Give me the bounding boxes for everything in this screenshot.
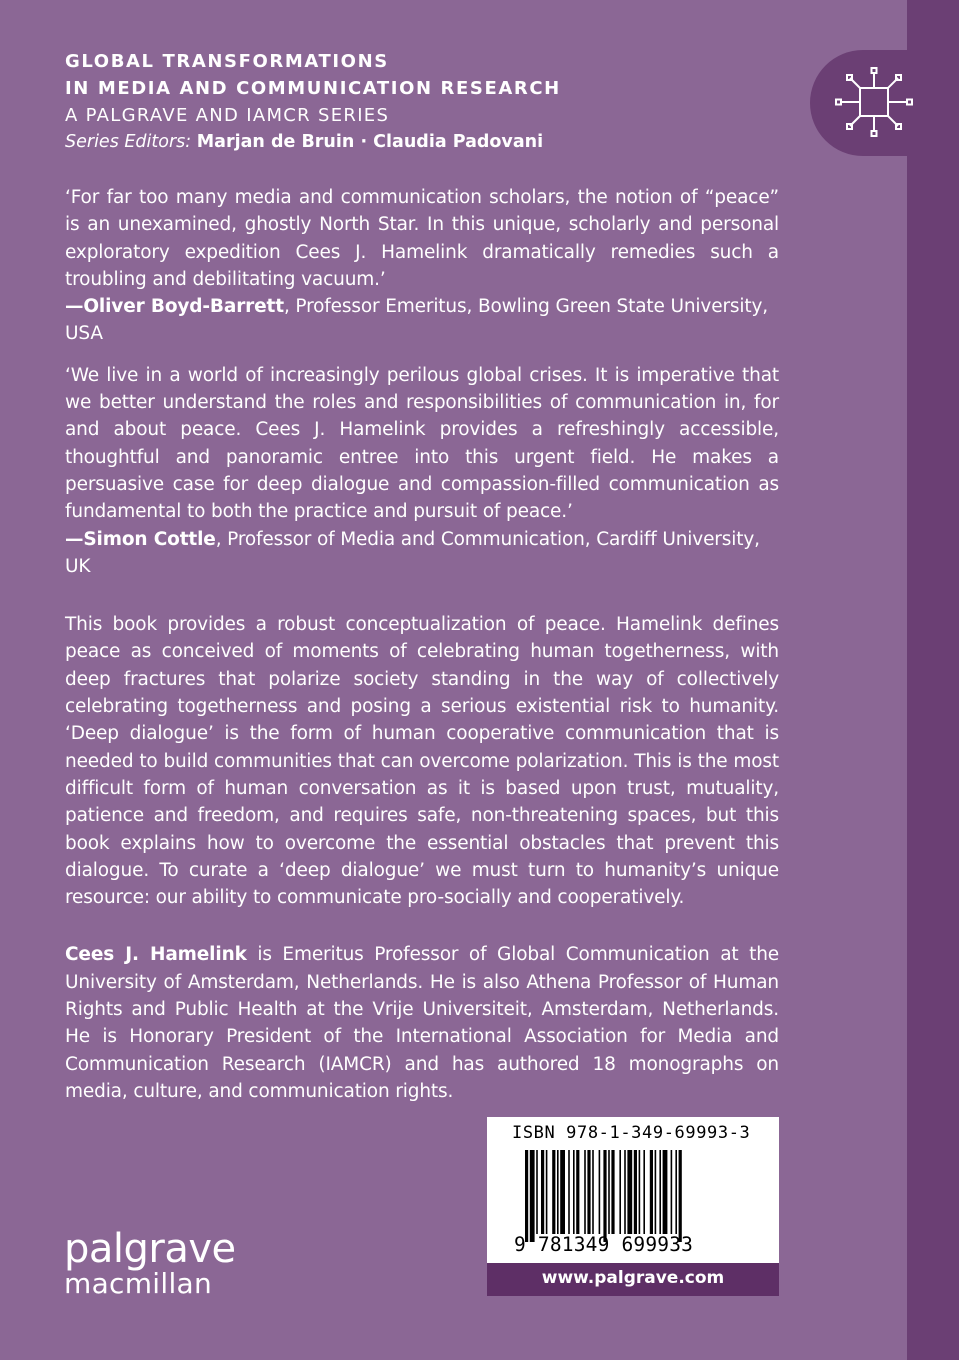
endorser-affiliation-2: , Professor of Media and Communication, Cardiff University, UK — [65, 528, 760, 577]
series-tab — [810, 50, 959, 156]
barcode-bar — [525, 1150, 528, 1242]
barcode-bar — [546, 1150, 548, 1234]
barcode-bar — [552, 1150, 555, 1234]
barcode-bar — [536, 1150, 538, 1234]
barcode-bar — [608, 1150, 610, 1234]
barcode-bar — [530, 1150, 535, 1242]
author-bio-text: is Emeritus Professor of Global Communication at the University of Amsterdam, Netherlands. He is also Athena Professor of Human Rights and Public Health at the Vrije Universiteit, Amsterdam, Netherlands. He is Honorary President of the International Association for Media and Communication Research (IAMCR) and has authored 18 monographs on media, culture, and communication rights. — [65, 944, 779, 1102]
barcode-bar — [541, 1150, 544, 1234]
barcode-bar — [659, 1150, 661, 1234]
barcode-bar — [587, 1150, 590, 1234]
endorser-name-1: —Oliver Boyd-Barrett — [65, 296, 284, 318]
barcode-bar — [675, 1150, 677, 1234]
series-header — [65, 48, 785, 156]
network-icon — [828, 66, 920, 140]
barcode-bar — [627, 1150, 632, 1234]
endorsement-attribution-1 — [65, 293, 779, 348]
barcode-bar — [568, 1150, 570, 1234]
barcode-bar — [679, 1150, 682, 1242]
author-bio — [65, 941, 779, 1105]
logo-macmillan: macmillan — [64, 1267, 213, 1300]
series-subtitle: A PALGRAVE AND IAMCR SERIES — [65, 105, 390, 126]
spine-band — [907, 0, 959, 1360]
barcode-bar — [576, 1150, 579, 1234]
series-title-line1: GLOBAL TRANSFORMATIONS — [65, 51, 389, 72]
back-cover-text — [65, 184, 779, 1105]
barcode-bar — [611, 1150, 614, 1234]
barcode-bar — [557, 1150, 559, 1234]
series-editors-label: Series Editors: — [65, 132, 192, 152]
barcode-bar — [592, 1150, 594, 1234]
barcode-bar — [584, 1150, 586, 1234]
barcode-bar — [671, 1150, 673, 1234]
endorsement-attribution-2 — [65, 526, 779, 581]
author-name: Cees J. Hamelink — [65, 944, 247, 966]
endorser-affiliation-1: , Professor Emeritus, Bowling Green State University, USA — [65, 296, 769, 345]
barcode-bar — [663, 1150, 668, 1234]
barcode-image — [525, 1150, 749, 1242]
publisher-url[interactable]: www.palgrave.com — [487, 1263, 779, 1296]
barcode-bar — [634, 1150, 637, 1234]
barcode-bar — [573, 1150, 575, 1234]
barcode-bar — [624, 1150, 626, 1234]
barcode-bar — [599, 1150, 601, 1234]
series-editors-names: Marjan de Bruin · Claudia Padovani — [196, 132, 544, 152]
series-editors — [65, 129, 785, 156]
book-description: This book provides a robust conceptualization of peace. Hamelink defines peace as conceived of moments of celebrating human togetherness, with deep fractures that polarize society standing in the way of collectively celebrating togetherness and posing a serious existential risk to humanity. ‘Deep dialogue’ is the form of human cooperative communication that is needed to build communities that can overcome polarization. This is the most difficult form of human conversation as it is based upon trust, mutuality, patience and freedom, and requires safe, non-threatening spaces, but this book explains how to overcome the essential obstacles that prevent this dialogue. To curate a ‘deep dialogue’ we must turn to humanity’s unique resource: our ability to communicate pro-socially and cooperatively. — [65, 614, 779, 909]
barcode-digits: 9 781349 699933 — [514, 1233, 694, 1256]
publisher-logo — [64, 1226, 236, 1300]
isbn-barcode-box — [487, 1117, 779, 1263]
endorsement-quote-1: ‘For far too many media and communication scholars, the notion of “peace” is an unexamined, ghostly North Star. In this unique, scholarly and personal exploratory expedition Cees J. Hamelink dramatically remedies such a troubling and debilitating vacuum.’ — [65, 187, 779, 290]
isbn-label: ISBN 978-1-349-69993-3 — [512, 1123, 751, 1143]
barcode-bar — [643, 1150, 645, 1234]
barcode-bar — [603, 1150, 606, 1242]
endorser-name-2: —Simon Cottle — [65, 528, 216, 550]
barcode-bar — [619, 1150, 621, 1234]
series-title-line2: IN MEDIA AND COMMUNICATION RESEARCH — [65, 78, 561, 99]
logo-palgrave: palgrave — [64, 1226, 236, 1272]
barcode-bar — [650, 1150, 653, 1234]
barcode-bar — [560, 1150, 565, 1234]
barcode-bar — [655, 1150, 657, 1234]
barcode-bar — [639, 1150, 641, 1234]
endorsement-quote-2: ‘We live in a world of increasingly perilous global crises. It is imperative that we better understand the roles and responsibilities of communication in, for and about peace. Cees J. Hamelink provides a refreshingly accessible, thoughtful and panoramic entree into this urgent field. He makes a persuasive case for deep dialogue and compassion-filled communication as fundamental to both the practice and pursuit of peace.’ — [65, 364, 779, 523]
